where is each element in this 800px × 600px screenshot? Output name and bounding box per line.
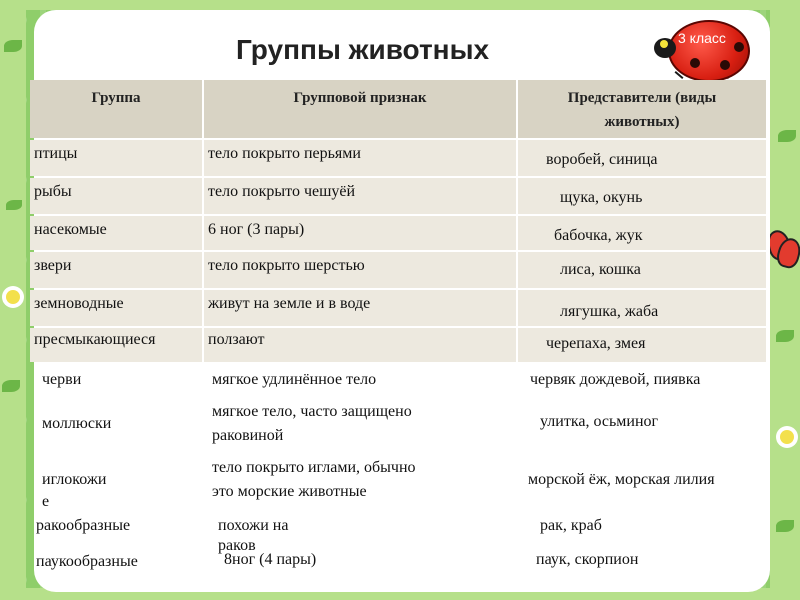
table-row xyxy=(30,328,766,362)
group-feature: тело покрыто перьями xyxy=(208,145,361,162)
group-examples: бабочка, жук xyxy=(554,227,643,244)
group-name: паукообразные xyxy=(36,553,138,570)
ladybug-badge xyxy=(650,12,746,84)
table-row xyxy=(30,454,766,510)
table-row xyxy=(30,216,766,250)
butterfly-icon xyxy=(768,230,798,270)
leaf-decoration xyxy=(776,330,794,342)
leaf-decoration xyxy=(778,130,796,142)
group-feature: тело покрыто шерстью xyxy=(208,257,365,274)
group-name: черви xyxy=(42,371,82,388)
group-examples: паук, скорпион xyxy=(536,551,639,568)
group-examples: лягушка, жаба xyxy=(560,303,659,320)
group-name: земноводные xyxy=(34,295,124,312)
leaf-decoration xyxy=(4,40,22,52)
table-row xyxy=(30,140,766,176)
group-examples: улитка, осьминог xyxy=(540,413,659,430)
header-group: Группа xyxy=(91,90,141,106)
table-row xyxy=(30,290,766,326)
table-row xyxy=(30,398,766,452)
table-header-row xyxy=(30,80,766,138)
table-row xyxy=(30,252,766,288)
group-examples: воробей, синица xyxy=(546,151,658,168)
group-feature: тело покрыто чешуёй xyxy=(208,183,356,200)
group-examples: черепаха, змея xyxy=(546,335,646,352)
group-examples: морской ёж, морская лилия xyxy=(528,471,715,488)
group-feature: ползают xyxy=(208,331,265,348)
header-feature: Групповой признак xyxy=(293,90,427,106)
group-feature-line-2: раковиной xyxy=(212,427,284,444)
grade-badge: 3 класс xyxy=(678,30,726,46)
table-row xyxy=(30,548,766,578)
header-examples: Представители (виды животных) xyxy=(567,90,717,130)
group-feature: 8ног (4 пары) xyxy=(224,551,317,568)
group-feature: живут на земле и в воде xyxy=(208,295,371,312)
flower-decoration xyxy=(6,290,20,304)
table-row xyxy=(30,178,766,214)
group-feature-line-1: тело покрыто иглами, обычно xyxy=(212,459,416,476)
group-examples: червяк дождевой, пиявка xyxy=(530,371,701,388)
frame-top xyxy=(0,0,800,10)
table-row xyxy=(30,512,766,552)
group-name-line-2: е xyxy=(42,493,50,510)
frame-right xyxy=(770,0,800,600)
group-name: звери xyxy=(34,257,72,274)
group-examples: щука, окунь xyxy=(560,189,643,206)
page-title: Группы животных xyxy=(236,34,490,65)
group-examples: лиса, кошка xyxy=(560,261,641,278)
group-feature-line-2: раков xyxy=(218,537,256,554)
group-feature-line-2: это морские животные xyxy=(212,483,367,500)
flower-decoration xyxy=(780,430,794,444)
group-name: рыбы xyxy=(34,183,72,200)
group-name: моллюски xyxy=(42,415,112,432)
group-feature: мягкое удлинённое тело xyxy=(212,371,377,388)
group-feature: 6 ног (3 пары) xyxy=(208,221,305,238)
leaf-decoration xyxy=(776,520,794,532)
leaf-decoration xyxy=(2,380,20,392)
group-name-line-1: иглокожи xyxy=(42,471,107,488)
group-feature-line-1: похожи на xyxy=(218,517,289,534)
group-feature-line-1: мягкое тело, часто защищено xyxy=(212,403,412,420)
group-name: насекомые xyxy=(34,221,107,238)
group-name: ракообразные xyxy=(36,517,131,534)
group-name: птицы xyxy=(34,145,78,162)
table-row xyxy=(30,366,766,396)
group-examples: рак, краб xyxy=(540,517,602,534)
group-name: пресмыкающиеся xyxy=(34,331,156,348)
leaf-decoration xyxy=(6,200,22,210)
